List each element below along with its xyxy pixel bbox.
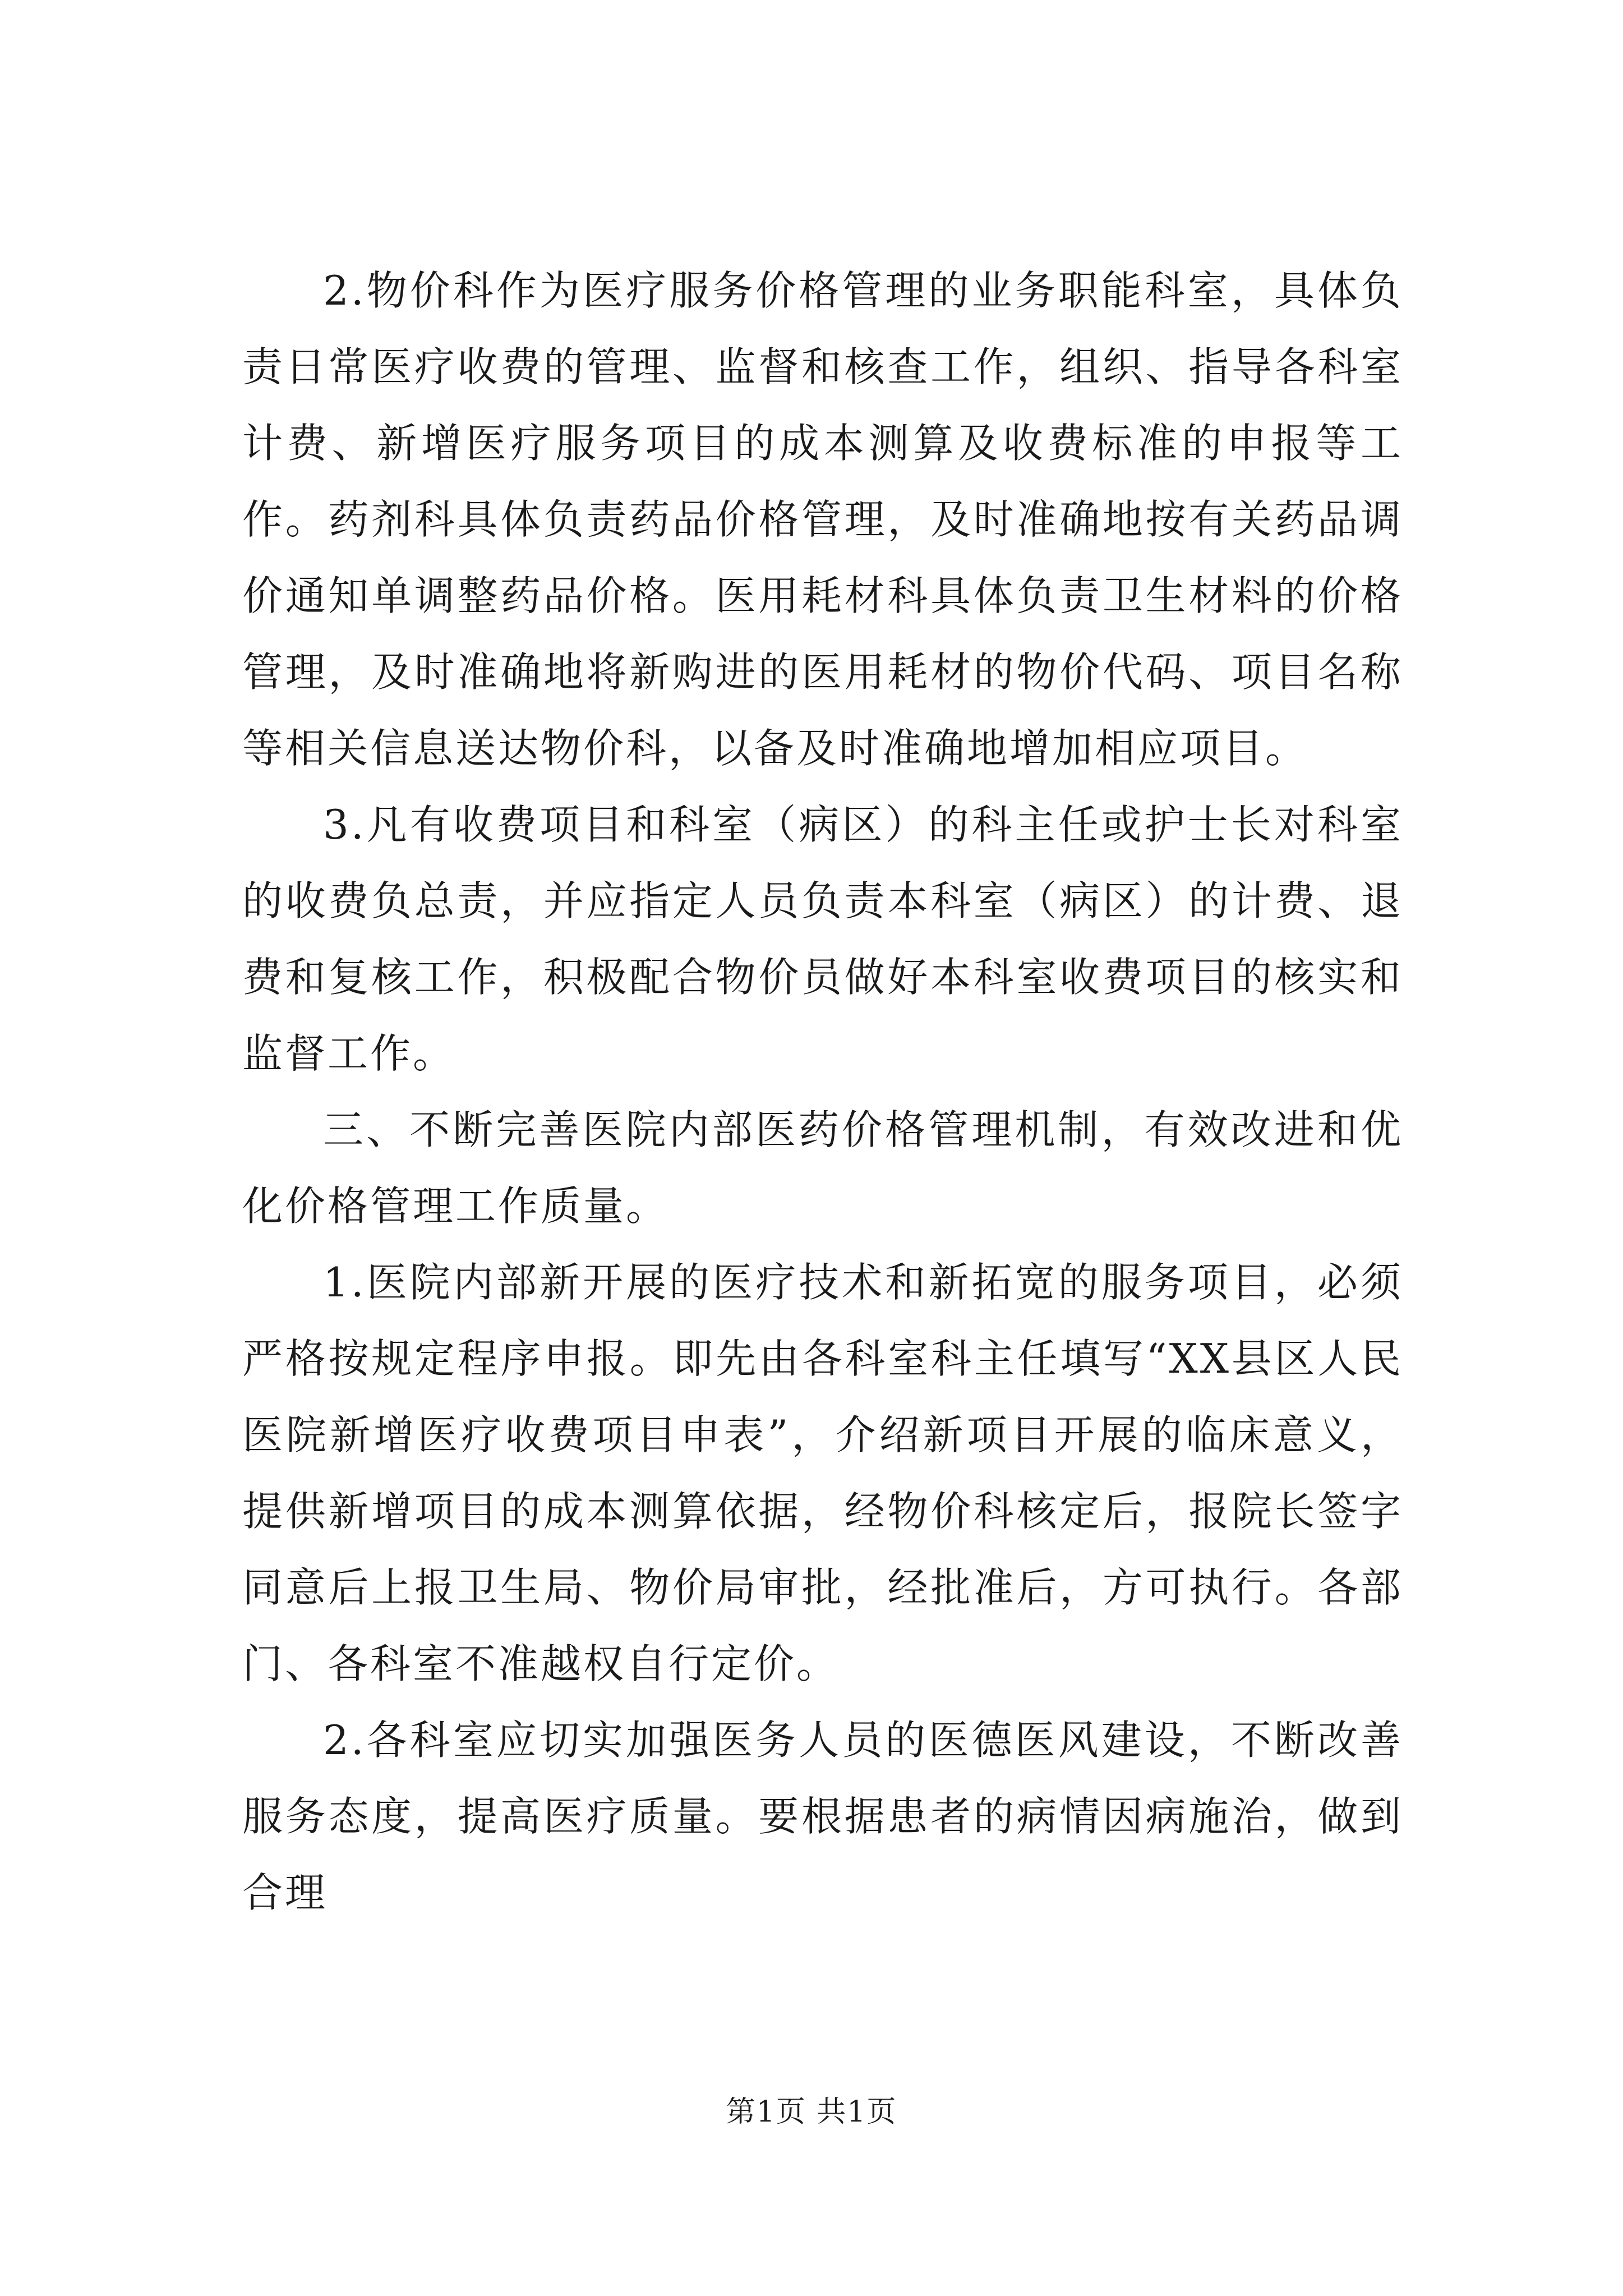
paragraph-2-price-office: 2.物价科作为医疗服务价格管理的业务职能科室，具体负责日常医疗收费的管理、监督和核查工作，组织、指导各科室计费、新增医疗服务项目的成本测算及收费标准的申报等工作。药剂科具体负责药品价格管理，及时准确地按有关药品调价通知单调整药品价格。医用耗材科具体负责卫生材料的价格管理，及时准确地将新购进的医用耗材的物价代码、项目名称等相关信息送达物价科，以备及时准确地增加相应项目。 — [242, 267, 1403, 772]
document-body — [242, 252, 1403, 1931]
paragraph-1-new-services: 1.医院内部新开展的医疗技术和新拓宽的服务项目，必须严格按规定程序申报。即先由各科室科主任填写“XX县区人民医院新增医疗收费项目申表”，介绍新项目开展的临床意义，提供新增项目的成本测算依据，经物价科核定后，报院长签字同意后上报卫生局、物价局审批，经批准后，方可执行。各部门、各科室不准越权自行定价。 — [242, 1259, 1403, 1687]
section-heading-three: 三、不断完善医院内部医药价格管理机制，有效改进和优化价格管理工作质量。 — [242, 1106, 1403, 1230]
paragraph-2-medical-ethics: 2.各科室应切实加强医务人员的医德医风建设，不断改善服务态度，提高医疗质量。要根据患者的病情因病施治，做到合理 — [242, 1717, 1403, 1916]
page-footer: 第1页 共1页 — [726, 2095, 897, 2129]
paragraph-3-department-heads: 3.凡有收费项目和科室（病区）的科主任或护士长对科室的收费负总责，并应指定人员负责本科室（病区）的计费、退费和复核工作，积极配合物价员做好本科室收费项目的核实和监督工作。 — [242, 801, 1403, 1077]
